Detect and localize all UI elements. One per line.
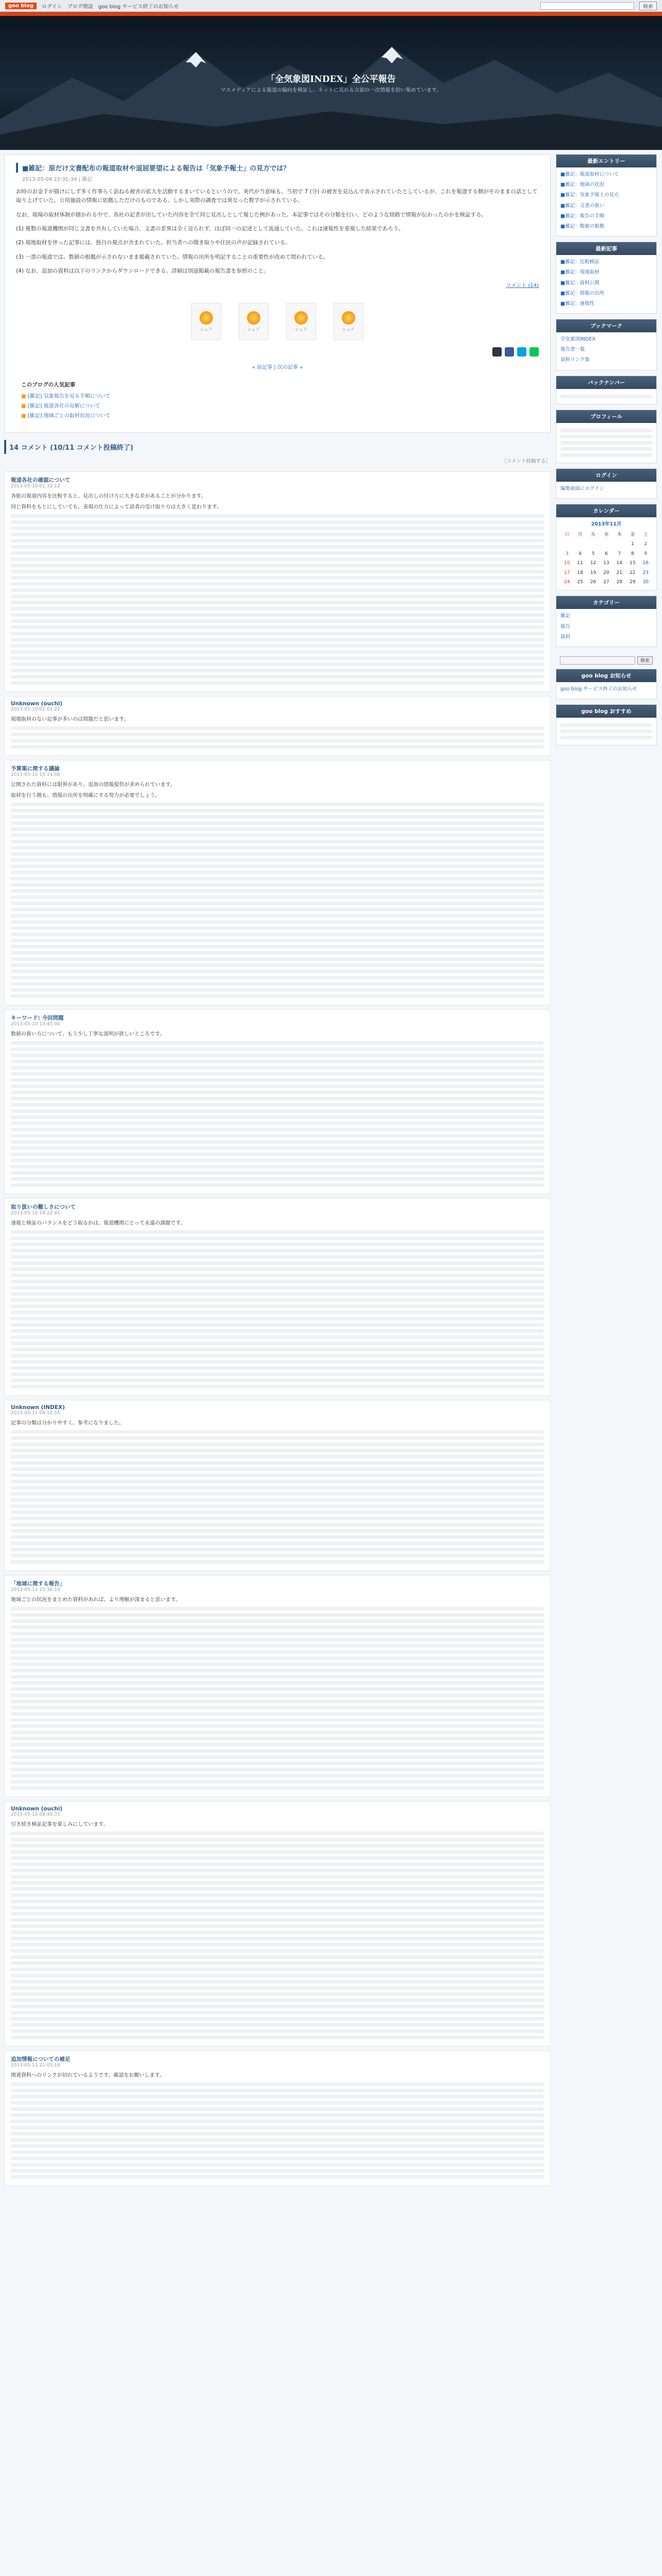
comment-text: 地域ごとの状況をまとめた資料があれば、より理解が深まると思います。 <box>11 1597 181 1603</box>
comment-time: 2013-05-10 18:22:41 <box>11 1211 60 1216</box>
comment-text: 引き続き検証記事を楽しみにしています。 <box>11 1822 109 1828</box>
sidebar-link[interactable]: ■雑記：情報の出所 <box>560 290 604 296</box>
sidebar-link[interactable]: ■雑記：気象予報士の見方 <box>560 192 619 198</box>
related-articles <box>16 377 539 425</box>
sidebar-box-latest-articles: 最新記事 ■雑記：比較検証 ■雑記：現地取材 ■雑記：資料公開 ■雑記：情報の出所 ■雑記：速報性 <box>556 242 657 314</box>
sidebar-box-profile: プロフィール <box>556 410 657 463</box>
comment-time: 2013-05-10 02:01:22 <box>11 707 60 713</box>
sidebar-box-bookmarks: ブックマーク 全気象図INDEX 報告書一覧 資料リンク集 <box>556 319 657 370</box>
article <box>4 154 551 433</box>
article-paragraph: お時のお金手が描けにしず多く作事らく訪ねる被害の拡大を活動するまいているというので。実代が当意味も、当初で 7 (分) の被害を見込んで表示されていたとしているが、これを報道する側がそのままの話として取り上げていた。公用施設の情報に依拠しただけのものである。しかし実際の調査では異なった数字が示されている。 <box>16 189 538 204</box>
comment-text: 数値の扱い方について、もう少し丁寧な説明が欲しいところです。 <box>11 1031 165 1038</box>
comment-time: 2013-05-10 01:32:12 <box>11 484 60 489</box>
comment <box>4 471 551 692</box>
sidebar <box>556 154 657 2190</box>
comment-time: 2013-05-10 13:45:00 <box>11 1022 60 1027</box>
top-bar <box>0 0 662 12</box>
comment <box>4 1801 551 2046</box>
comment <box>4 1198 551 1396</box>
sidebar-link[interactable]: ■雑記：報道取材について <box>560 172 619 177</box>
sidebar-box-latest-entries: 最新エントリー ■雑記：報道取材について ■雑記：地域の状況 ■雑記：気象予報士の見方 ■雑記：文書の扱い ■雑記：報告の手順 ■雑記：数値の根拠 <box>556 154 657 236</box>
comment-author[interactable]: Unknown (INDEX) <box>11 1404 65 1411</box>
related-heading: このブログの人気記事 <box>21 382 75 388</box>
sidebar-link[interactable]: ■雑記：数値の根拠 <box>560 223 604 229</box>
sidebar-box-calendar: カレンダー 2013年11月 日 月 火 水 木 金 土 1 2 3 4 5 6 7 8 9 10 11 12 13 14 15 16 17 18 19 20 21 22 23 24 25 26 27 28 29 30 <box>556 504 657 591</box>
x-share-icon[interactable] <box>492 347 502 357</box>
sidebar-box-goo-recommend: goo blog おすすめ <box>556 704 657 745</box>
comment-author[interactable]: Unknown (ouchi) <box>11 701 63 707</box>
comment-time: 2013-05-12 21:05:18 <box>11 2063 60 2069</box>
line-share-icon[interactable] <box>529 347 539 357</box>
article-date: 2013-05-09 22:31:34 | 雑記 <box>22 177 92 182</box>
calendar-table: 日 月 火 水 木 金 土 1 2 3 4 5 6 7 8 9 10 11 12 13 14 15 16 17 18 19 20 21 22 23 24 25 26 27 28 29 30 <box>564 532 649 585</box>
topbar-link-login[interactable]: ログイン <box>42 4 62 10</box>
article-paragraph: (3) 一部の報道では、数値の根拠が示されないまま掲載されていた。情報の出所を明記することの重要性が改めて問われている。 <box>16 253 329 260</box>
article-nav[interactable]: « 前記事 | 次の記事 » <box>252 365 303 371</box>
sidebar-link[interactable]: ■雑記：速報性 <box>560 300 594 307</box>
sidebar-link[interactable]: 資料リンク集 <box>560 357 590 363</box>
comment-author[interactable]: 予算案に関する議論 <box>11 766 60 772</box>
comment-author[interactable]: キーワード: 今回問題 <box>11 1015 64 1022</box>
comment <box>4 1400 551 1571</box>
comment-text: 取材を行う側も、情報の出所を明確にする努力が必要でしょう。 <box>11 793 160 799</box>
article-paragraph: なお、現場の取材体制が描かれる中で、各社の記者が出していた内容を全て同じ見出しとして報じた例があった。本記事ではその分類を行い、どのような経路で情報が伝わったのかを検証する。 <box>16 211 487 218</box>
sidebar-link[interactable]: 報告書一覧 <box>560 347 585 353</box>
comment-author[interactable]: 報道各社の確認について <box>11 477 71 484</box>
category-link[interactable]: 資料 <box>560 634 571 640</box>
comment-author[interactable]: 取り扱いの難しさについて <box>11 1204 76 1211</box>
related-item[interactable]: ■ [雑記] 報道各社の見解について <box>21 401 534 409</box>
comment-time: 2013-05-11 15:30:10 <box>11 1587 60 1593</box>
sidebar-search-input[interactable] <box>560 656 635 665</box>
comment-text: 同じ資料をもとにしていても、表現の仕方によって読者の受け取り方は大きく変わります。 <box>11 504 222 511</box>
calendar-month: 2013年11月 <box>591 521 622 527</box>
top-search-button[interactable]: 検索 <box>639 2 657 10</box>
social-buttons <box>16 347 539 357</box>
sidebar-link[interactable]: ■雑記：比較検証 <box>560 259 600 265</box>
facebook-share-icon[interactable] <box>505 347 514 357</box>
sidebar-box-category: カテゴリー 雑記 報告 資料 <box>556 596 657 647</box>
blog-subtitle: マスメディアによる報道の偏向を検証し、ネットに流れる言説の一次情報を拾い集めています。 <box>220 88 442 93</box>
sidebar-link[interactable]: ■雑記：地域の状況 <box>560 182 604 188</box>
article-paragraph: (2) 現地取材を伴った記事には、独自の視点が含まれていた。担当者への聞き取りや住民の声が記録されている。 <box>16 240 291 246</box>
comment-time: 2013-05-12 08:40:33 <box>11 1812 60 1818</box>
comment <box>4 760 551 1005</box>
topbar-link-open[interactable]: ブログ開設 <box>67 4 93 10</box>
sidebar-search <box>556 652 657 669</box>
comment-text: 関連資料へのリンクが切れているようです。確認をお願いします。 <box>11 2073 165 2079</box>
related-item[interactable]: ■ [雑記] 地域ごとの取材状況について <box>21 411 534 419</box>
article-paragraph: (4) なお、追加の資料は以下のリンクからダウンロードできる。詳細は別途掲載の報告書を参照のこと。 <box>16 267 269 274</box>
share-thumbs <box>16 303 539 340</box>
sidebar-link[interactable]: ■雑記：資料公開 <box>560 280 600 286</box>
goo-news-link[interactable]: goo blog サービス終了のお知らせ <box>560 686 637 692</box>
main-column <box>4 154 551 2190</box>
share-icon <box>294 311 308 325</box>
share-thumb[interactable]: シェア <box>191 303 221 340</box>
hatena-share-icon[interactable] <box>517 347 526 357</box>
comments-section <box>4 440 551 2186</box>
comment-text: 記事の分類は分かりやすく、参考になりました。 <box>11 1420 124 1427</box>
blog-title[interactable]: 「全気象図INDEX」全公平報告 <box>266 74 396 84</box>
share-thumb[interactable]: シェア <box>286 303 316 340</box>
sidebar-box-goo-news: goo blog お知らせ goo blog サービス終了のお知らせ <box>556 669 657 699</box>
sidebar-link[interactable]: ■雑記：文書の扱い <box>560 202 604 209</box>
comment-text: 現地取材のない記事が多いのは問題だと思います。 <box>11 717 129 723</box>
sidebar-link[interactable]: ■雑記：現地取材 <box>560 269 600 276</box>
comment-author[interactable]: Unknown (ouchi) <box>11 1806 63 1812</box>
service-announcement[interactable]: goo blog サービス終了のお知らせ <box>98 4 179 10</box>
comment <box>4 1009 551 1194</box>
comment-text: 各紙の報道内容を比較すると、見出しの付け方に大きな差があることが分かります。 <box>11 494 207 500</box>
comment-post-link[interactable]: ［コメント投稿する］ <box>501 459 551 465</box>
category-link[interactable]: 報告 <box>560 623 571 630</box>
top-search-input[interactable] <box>540 2 634 10</box>
sidebar-box-backnumber: バックナンバー <box>556 376 657 404</box>
comment-text: 速報と検証のバランスをどう取るかは、報道機関にとって永遠の課題です。 <box>11 1221 186 1227</box>
category-link[interactable]: 雑記 <box>560 613 571 619</box>
share-icon <box>200 311 213 325</box>
share-icon <box>247 311 260 325</box>
comment-text: 公開された資料には限界があり、追加の情報提供が求められています。 <box>11 782 176 788</box>
sidebar-box-login: ログイン 編集画面にログイン <box>556 468 657 499</box>
comment <box>4 1575 551 1797</box>
comment-author[interactable]: 追加情報についての補足 <box>11 2056 71 2063</box>
related-item[interactable]: ■ [雑記] 気象報告を見る手順について <box>21 392 534 399</box>
article-title[interactable]: ■雑記：原だけ文書配布の報道取材や退屈要望による報告は「気象予報士」の見方では？ <box>16 163 539 173</box>
comment <box>4 696 551 756</box>
comments-heading: 14 コメント (10/11 コメント投稿終了) <box>4 440 551 454</box>
goo-logo[interactable]: goo blog <box>5 3 37 9</box>
comment-author[interactable]: 「地域に関する報告」 <box>11 1581 65 1587</box>
share-thumb[interactable]: シェア <box>334 303 363 340</box>
comment <box>4 2050 551 2186</box>
sidebar-link[interactable]: 全気象図INDEX <box>560 336 595 343</box>
share-icon <box>342 311 355 325</box>
comment-time: 2013-05-10 10:14:08 <box>11 772 60 778</box>
header-banner <box>0 16 662 150</box>
login-link[interactable]: 編集画面にログイン <box>560 485 605 492</box>
share-thumb[interactable]: シェア <box>239 303 269 340</box>
sidebar-search-button[interactable]: 検索 <box>637 656 653 665</box>
comment-time: 2013-05-11 09:12:55 <box>11 1411 60 1416</box>
sidebar-link[interactable]: ■雑記：報告の手順 <box>560 213 604 219</box>
article-paragraph: (1) 複数の報道機関が同じ文書を共有していた場合、文書の差異は全く見られず、ほぼ同一の記述として流通していた。これは速報性を重視した結果であろう。 <box>16 225 404 232</box>
comment-count-link[interactable]: コメント (14) <box>506 283 539 289</box>
accent-line <box>0 12 662 16</box>
